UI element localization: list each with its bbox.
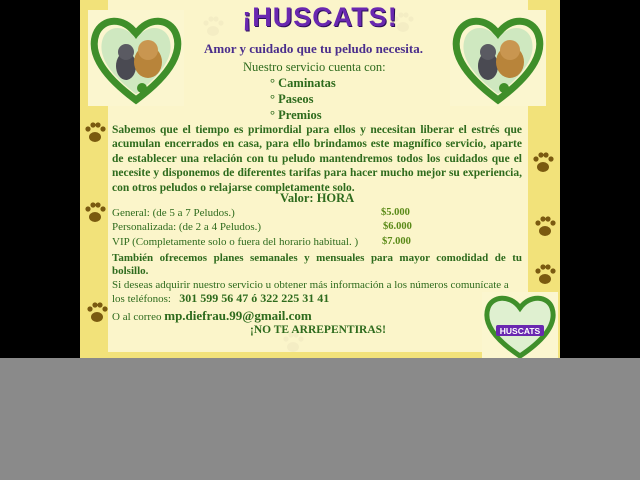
rate-label-vip: VIP (Completamente solo o fuera del horario habitual. ) bbox=[112, 236, 359, 248]
page-subtitle: Amor y cuidado que tu peludo necesita. bbox=[204, 41, 423, 56]
closing-text: ¡NO TE ARREPENTIRAS! bbox=[250, 324, 386, 336]
rate-price-general: $5.000 bbox=[381, 207, 410, 218]
email-address: mp.diefrau.99@gmail.com bbox=[164, 308, 312, 323]
gray-backdrop bbox=[0, 358, 640, 480]
email-line bbox=[112, 308, 312, 324]
paw-print-icon bbox=[532, 262, 558, 288]
service-item-paseos: ° Paseos bbox=[270, 92, 314, 106]
rate-price-personalizada: $6.000 bbox=[383, 221, 412, 232]
services-intro: Nuestro servicio cuenta con: bbox=[243, 60, 386, 74]
paw-print-icon bbox=[82, 200, 108, 226]
contact-phones: 301 599 56 47 ó 322 225 31 41 bbox=[179, 291, 330, 305]
heart-logo-icon bbox=[482, 292, 558, 358]
rates-heading: Valor: HORA bbox=[280, 191, 355, 205]
email-prefix: O al correo bbox=[112, 311, 162, 323]
contact-text bbox=[112, 279, 522, 306]
page-title: ¡HUSCATS! bbox=[242, 2, 398, 32]
rate-label-general: General: (de 5 a 7 Peludos.) bbox=[112, 207, 235, 219]
service-item-premios: ° Premios bbox=[270, 108, 322, 122]
rate-price-vip: $7.000 bbox=[382, 236, 411, 247]
paw-print-icon bbox=[532, 214, 558, 240]
paw-print-icon bbox=[82, 120, 108, 146]
logo-text: HUSCATS bbox=[499, 326, 541, 336]
service-item-caminatas: ° Caminatas bbox=[270, 76, 336, 90]
contact-intro: Si deseas adquirir nuestro servicio u obtener más información a los números comunícate a los teléfonos: bbox=[112, 279, 509, 305]
rate-label-personalizada: Personalizada: (de 2 a 4 Peludos.) bbox=[112, 221, 262, 233]
paw-print-icon bbox=[84, 300, 110, 326]
plans-text: También ofrecemos planes semanales y mensuales para mayor comodidad de tu bolsillo. bbox=[112, 252, 522, 277]
paw-print-icon bbox=[530, 150, 556, 176]
description-paragraph: Sabemos que el tiempo es primordial para ellos y necesitan liberar el estrés que acumulan encerrados en casa, para ello brindamos este magnífico servicio, aparte de establecer una relación con tu peludo mantendremos todos los cuidados que el necesite y disponemos de diferentes tarifas para hacer mucho mejor su experiencia, con otros peludos o relajarse completamente solo. bbox=[112, 124, 522, 194]
huscats-logo bbox=[482, 292, 558, 358]
